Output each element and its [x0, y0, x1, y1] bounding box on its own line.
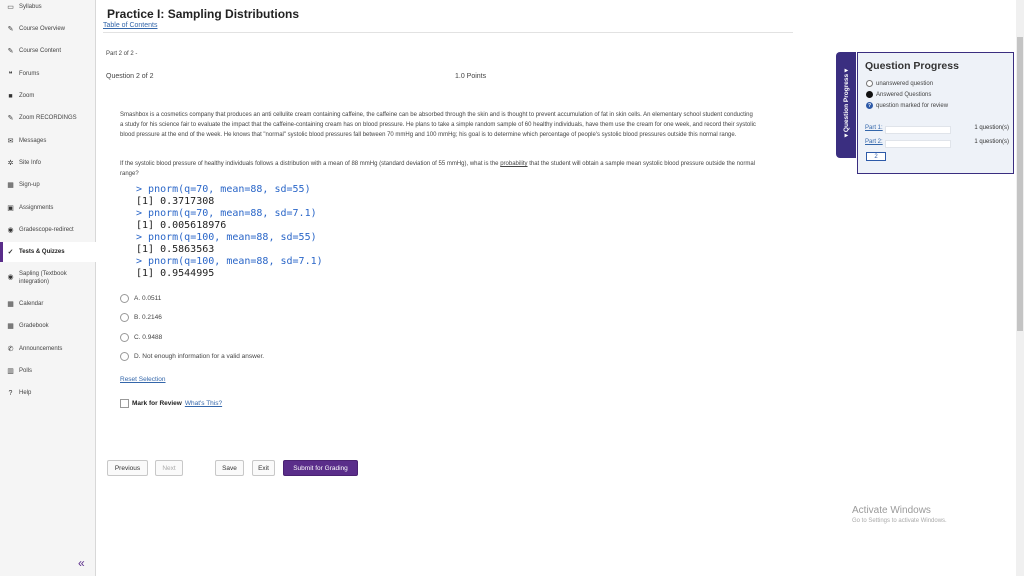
question-2-link[interactable]: 2: [866, 152, 886, 161]
sidebar-item-messages[interactable]: ✉ Messages: [7, 138, 47, 145]
sidebar-item-course-content[interactable]: ✎ Course Content: [7, 48, 62, 55]
sidebar-item-zoom[interactable]: ■ Zoom: [0, 91, 96, 101]
radio-button[interactable]: [120, 294, 129, 303]
mark-for-review-checkbox[interactable]: [120, 399, 129, 408]
table-of-contents-link[interactable]: Table of Contents: [103, 22, 158, 29]
sidebar-item-tests-quizzes[interactable]: ✓ Tests & Quizzes: [0, 242, 96, 262]
syllabus-icon: ▭: [7, 4, 14, 11]
question-label: Question 2 of 2: [106, 73, 154, 80]
progress-title: Question Progress: [865, 60, 959, 72]
whats-this-link[interactable]: What's This?: [184, 400, 223, 407]
answer-option-c[interactable]: C. 0.9488: [120, 333, 162, 342]
collapse-sidebar-icon[interactable]: «: [78, 556, 85, 570]
question-progress-panel: [857, 52, 1014, 174]
points-label: 1.0 Points: [455, 73, 487, 80]
assignments-icon: ▣: [7, 205, 14, 212]
legend-unanswered: unanswered question: [866, 80, 933, 87]
help-icon: ?: [8, 389, 13, 397]
radio-button[interactable]: [120, 333, 129, 342]
video-icon: ■: [8, 92, 13, 100]
edit-icon: ✎: [7, 48, 14, 55]
filled-circle-icon: [866, 91, 873, 98]
exit-button[interactable]: Exit: [252, 460, 275, 476]
previous-button[interactable]: Previous: [107, 460, 148, 476]
mark-for-review: [120, 399, 222, 408]
link-icon: ◉: [7, 227, 14, 234]
megaphone-icon: ✆: [7, 346, 14, 353]
link-icon: ◉: [7, 274, 14, 281]
mark-for-review-label: Mark for Review: [132, 400, 182, 407]
sidebar-item-polls[interactable]: ▥ Polls: [7, 368, 33, 375]
sidebar-item-course-overview[interactable]: ✎ Course Overview: [7, 26, 66, 33]
divider: [103, 32, 793, 33]
progress-bar: [885, 126, 951, 134]
answer-option-b[interactable]: B. 0.2146: [120, 313, 162, 322]
sidebar-item-syllabus[interactable]: ▭ Syllabus: [7, 4, 42, 11]
gear-icon: ✲: [7, 160, 14, 167]
sidebar-item-calendar[interactable]: ▦ Calendar: [7, 301, 44, 308]
sidebar-item-help[interactable]: ? Help: [0, 388, 96, 398]
calendar-icon: ▦: [7, 301, 14, 308]
submit-for-grading-button[interactable]: Submit for Grading: [283, 460, 358, 476]
progress-bar: [885, 140, 951, 148]
next-button[interactable]: Next: [155, 460, 183, 476]
check-icon: ✓: [7, 249, 14, 256]
legend-review: ? question marked for review: [867, 102, 949, 109]
sidebar-item-site-info[interactable]: ✲ Site Info: [7, 160, 42, 167]
sidebar-item-announcements[interactable]: ✆ Announcements: [7, 346, 63, 353]
question-mark-icon: ?: [867, 102, 872, 109]
sidebar-item-zoom-recordings[interactable]: ✎ Zoom RECORDINGS: [7, 115, 77, 122]
radio-button[interactable]: [120, 313, 129, 322]
edit-icon: ✎: [7, 115, 14, 122]
sidebar-item-gradescope[interactable]: ◉ Gradescope-redirect: [7, 227, 74, 234]
calendar-icon: ▦: [7, 182, 14, 189]
question-progress-tab[interactable]: ▾ Question Progress ▾: [836, 52, 856, 158]
sidebar-item-assignments[interactable]: ▣ Assignments: [7, 205, 54, 212]
grid-icon: ▦: [7, 323, 14, 330]
legend-answered: Answered Questions: [866, 91, 931, 98]
windows-watermark-title: Activate Windows: [852, 505, 931, 516]
answer-option-d[interactable]: D. Not enough information for a valid answer.: [120, 352, 264, 361]
forums-icon: ❝: [8, 71, 13, 78]
page-title: Practice I: Sampling Distributions: [107, 7, 300, 21]
probability-link[interactable]: probability: [500, 161, 528, 167]
sidebar-item-sapling[interactable]: ◉ Sapling (Textbook integration): [7, 271, 67, 285]
empty-circle-icon: [866, 80, 873, 87]
bar-chart-icon: ▥: [7, 368, 14, 375]
r-output-block: > pnorm(q=70, mean=88, sd=55) [1] 0.3717308 > pnorm(q=70, mean=88, sd=7.1) [1] 0.005618976 > pnorm(q=100, mean=88, sd=55) [1] 0.5863563 > pnorm(q=100, mean=88, sd=7.1) [1] 0.9544995: [136, 184, 323, 279]
sidebar-item-forums[interactable]: ❝ Forums: [0, 69, 96, 79]
answer-option-a[interactable]: A. 0.0511: [120, 294, 161, 303]
sidebar-item-sign-up[interactable]: ▦ Sign-up: [7, 182, 40, 189]
mail-icon: ✉: [7, 138, 14, 145]
windows-watermark-subtitle: Go to Settings to activate Windows.: [852, 518, 947, 524]
part-label: Part 2 of 2 -: [106, 51, 138, 57]
save-button[interactable]: Save: [215, 460, 244, 476]
radio-button[interactable]: [120, 352, 129, 361]
progress-part-1[interactable]: Part 1: 1 question(s): [865, 124, 1009, 133]
scrollbar-thumb[interactable]: [1017, 37, 1023, 331]
question-context: Smashbox is a cosmetics company that produces an anti cellulite cream containing caffeine, the caffeine can be absorbed through the skin and is thought to prevent accumulation of fat in skin cells. An elementary school student conducting a study for his science fair to evaluate the impact that the caffeine-containing cream has on blood pressure. He plans to take a simple random sample of 60 healthy individuals, have them use the cream for one week, and record their systolic blood pressure at the end of the week. He knows that "normal" systolic blood pressures fall between 70 mmHg and 100 mmHg; his goal is to determine which percentage of people's systolic blood pressures outside this normal range.: [120, 112, 756, 138]
progress-part-2[interactable]: Part 2: 1 question(s): [865, 138, 1009, 147]
reset-selection-link[interactable]: Reset Selection: [120, 376, 166, 383]
sidebar: [0, 0, 96, 576]
sidebar-item-gradebook[interactable]: ▦ Gradebook: [7, 323, 49, 330]
edit-icon: ✎: [7, 26, 14, 33]
question-prompt: If the systolic blood pressure of healthy individuals follows a distribution with a mean of 88 mmHg (standard deviation of 55 mmHg), what is the probability that the student will obtain a sample mean systolic blood pressure outside the normal range?: [120, 161, 756, 177]
